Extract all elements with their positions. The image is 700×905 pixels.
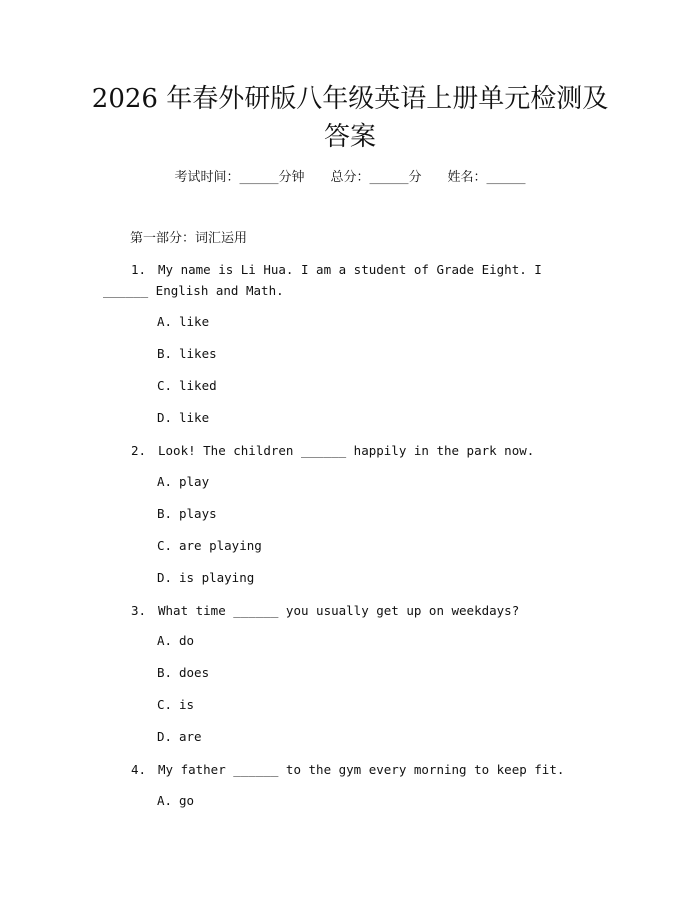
- option-text: go: [179, 793, 195, 808]
- exam-info: [0, 168, 700, 188]
- option-text: does: [179, 665, 210, 680]
- option-letter: A.: [157, 633, 173, 648]
- question-text: Look! The children ______ happily in the park now.: [158, 443, 535, 458]
- option-letter: A.: [157, 474, 173, 489]
- option-letter: C.: [157, 378, 173, 393]
- question-2: [103, 440, 573, 461]
- option-letter: B.: [157, 506, 173, 521]
- option-text: play: [179, 474, 210, 489]
- exam-time-label: 考试时间：______分钟: [174, 170, 305, 185]
- option-1c: [157, 376, 217, 396]
- option-3b: [157, 663, 209, 683]
- option-2d: [157, 568, 254, 588]
- option-text: likes: [179, 346, 217, 361]
- question-text: My name is Li Hua. I am a student of Grade Eight. I ______ English and Math.: [103, 262, 550, 298]
- option-3d: [157, 727, 202, 747]
- question-number: 3.: [131, 603, 147, 618]
- option-2b: [157, 504, 217, 524]
- question-4: [103, 759, 573, 780]
- option-text: is: [179, 697, 195, 712]
- option-text: is playing: [179, 570, 255, 585]
- option-1b: [157, 344, 217, 364]
- page-title: [90, 80, 610, 156]
- option-4a: [157, 791, 194, 811]
- option-2c: [157, 536, 262, 556]
- question-number: 1.: [131, 262, 147, 277]
- title-line-1: 2026 年春外研版八年级英语上册单元检测及: [91, 84, 609, 114]
- option-letter: D.: [157, 570, 173, 585]
- question-3: [103, 600, 573, 621]
- option-letter: A.: [157, 793, 173, 808]
- option-text: like: [179, 410, 210, 425]
- option-3c: [157, 695, 194, 715]
- option-1a: [157, 312, 209, 332]
- option-letter: C.: [157, 538, 173, 553]
- option-letter: A.: [157, 314, 173, 329]
- student-name-label: 姓名：______: [447, 170, 526, 185]
- title-line-2: 答案: [323, 122, 376, 152]
- option-letter: B.: [157, 346, 173, 361]
- question-text: What time ______ you usually get up on weekdays?: [158, 603, 520, 618]
- option-text: plays: [179, 506, 217, 521]
- option-text: like: [179, 314, 210, 329]
- option-2a: [157, 472, 209, 492]
- option-letter: C.: [157, 697, 173, 712]
- question-number: 2.: [131, 443, 147, 458]
- option-text: liked: [179, 378, 217, 393]
- option-3a: [157, 631, 194, 651]
- option-text: are playing: [179, 538, 262, 553]
- option-letter: D.: [157, 410, 173, 425]
- question-1: [103, 259, 573, 301]
- option-1d: [157, 408, 209, 428]
- option-letter: D.: [157, 729, 173, 744]
- total-score-label: 总分：______分: [330, 170, 422, 185]
- option-text: do: [179, 633, 195, 648]
- option-text: are: [179, 729, 202, 744]
- question-number: 4.: [131, 762, 147, 777]
- option-letter: B.: [157, 665, 173, 680]
- question-text: My father ______ to the gym every morning to keep fit.: [158, 762, 565, 777]
- section-heading: 第一部分：词汇运用: [130, 231, 248, 246]
